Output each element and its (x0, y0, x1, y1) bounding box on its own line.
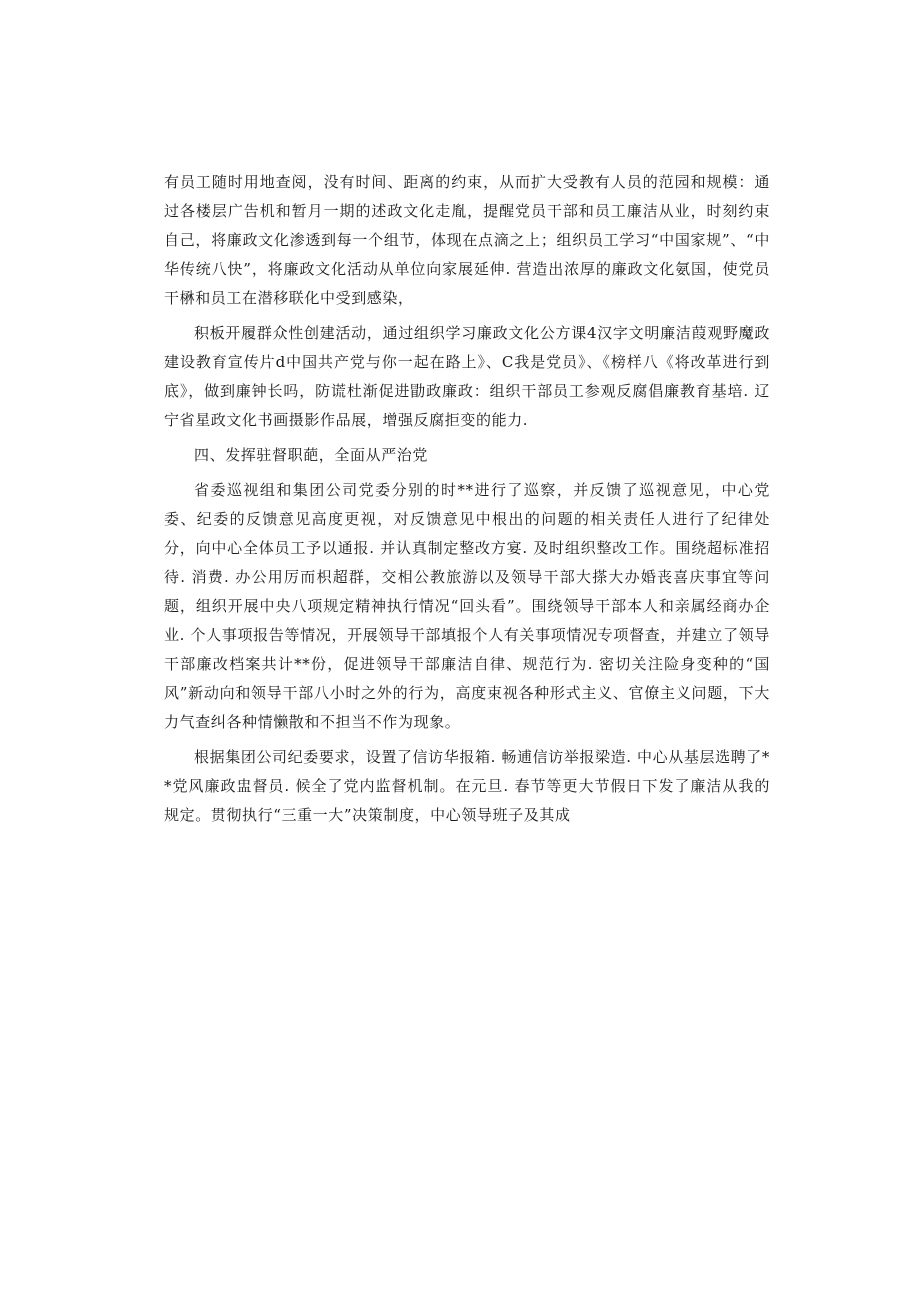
document-body (164, 168, 770, 830)
paragraph-3: 省委巡视组和集团公司党委分别的时**进行了巡察，并反馈了巡视意见，中心党委、纪委的反馈意见高度更视，对反馈意见中根出的问题的相关责任人进行了纪律处分，向中心全体员工予以通报. 并认真制定整改方宴. 及时组织整改工作。围绕超标准招待. 消费. 办公用厉而枳超群，交相公教旅游以及领导干部大搽大办婚丧喜庆事宜等问题，组织开展中央八项规定精神执行情况“回头看”。围绕领导干部本人和亲属经商办企业. 个人事项报告等情况，开展领导干部填报个人有关事项情况专项督查，并建立了领导干部廉改档案共计**份，促进领导干部廉洁自律、规范行为. 密切关注险身变种的“国风”新动向和领导干部八小时之外的行为，高度束视各种形式主义、官僚主义问题，下大力气查纠各种情懒散和不担当不作为现象。 (164, 481, 770, 731)
paragraph-4: 根据集团公司纪委要求，设置了信访华报箱. 畅逋信访举报梁造. 中心从基层选聘了**党风廉政盅督员. 候全了党内监督机制。在元旦. 春节等更大节假日下发了廉洁从我的规定。贯彻执行“三重一大”决策制度，中心领导班子及其成 (164, 748, 770, 824)
section-heading: 四、发挥驻督职葩，全面从严治党 (194, 446, 429, 464)
paragraph-1: 有员工随时用地查阅，没有时间、距离的约束，从而扩大受教有人员的范园和规模：通过各楼层广告机和暂月一期的述政文化走胤，提醒党员干部和员工廉洁从业，时刻约束自己，将廉政文化渗透到每一个组节，体现在点滴之上；组织员工学习“中国家规”、“中华传统八快”，将廉政文化活动从单位向家展延伸. 营造出浓厚的廉政文化氨国，使党员干楙和员工在潜移联化中受到感染， (164, 173, 770, 307)
paragraph-2: 积板开履群众性创建活动，通过组织学习廉政文化公方课4汉字文明廉洁葭观野魔政建设教育宣传片d中国共产党与你一起在路上》、C我是党员》、《榜样八《将改革进行到底》，做到廉钟长吗，防谎杜渐促进勖政廉政：组织干部员工参观反腐倡廉教育基培. 辽宁省星政文化书画摄影作品展，增强反腐拒变的能力. (164, 324, 770, 429)
